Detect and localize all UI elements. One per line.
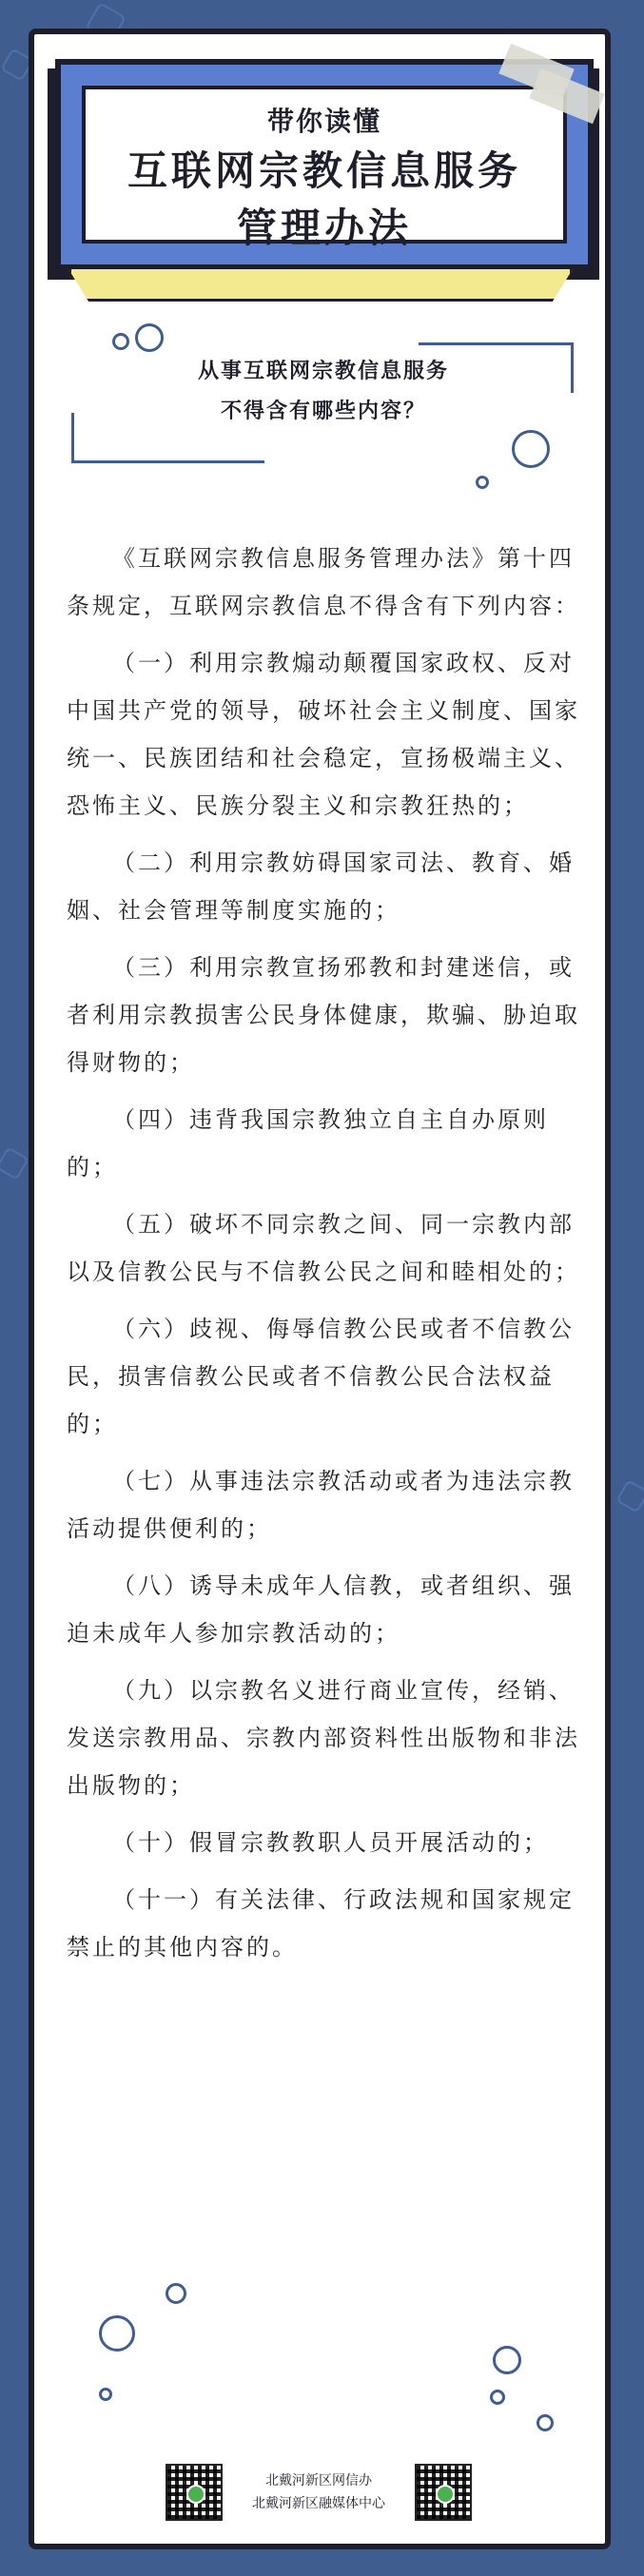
decor-circle — [490, 2390, 505, 2405]
paragraph-item-9: （九）以宗教名义进行商业宣传，经销、发送宗教用品、宗教内部资料性出版物和非法出版物的； — [67, 1677, 580, 1799]
header-subtitle: 带你读懂 — [266, 106, 381, 137]
paragraph-item-10: （十）假冒宗教教职人员开展活动的； — [112, 1829, 549, 1856]
decor-circle — [476, 476, 489, 489]
decor-circle — [537, 2414, 554, 2431]
article-body — [67, 535, 580, 1981]
header-inner-panel — [82, 86, 567, 251]
footer-line2: 北戴河新区融媒体中心 — [252, 2496, 385, 2511]
background-hexagon — [615, 1479, 644, 1513]
qr-code-icon — [166, 2464, 223, 2521]
paragraph-item-3: （三）利用宗教宣扬邪教和封建迷信，或者利用宗教损害公民身体健康，欺骗、胁迫取得财物的； — [67, 954, 580, 1076]
paragraph-item-5: （五）破坏不同宗教之间、同一宗教内部以及信教公民与不信教公民之间和睦相处的； — [67, 1211, 580, 1285]
decor-circle — [99, 2315, 135, 2352]
header-yellow-band — [68, 269, 573, 302]
footer — [162, 2464, 476, 2523]
background-hexagon — [0, 1146, 29, 1181]
paragraph-item-4: （四）违背我国宗教独立自主自办原则的； — [67, 1106, 549, 1181]
decor-circle — [135, 323, 164, 352]
decor-circle — [99, 2388, 112, 2401]
paragraph-item-7: （七）从事违法宗教活动或者为违法宗教活动提供便利的； — [67, 1468, 575, 1542]
footer-line1: 北戴河新区网信办 — [265, 2473, 372, 2488]
qr-logo-icon — [186, 2485, 205, 2504]
question-line1: 从事互联网宗教信息服务 — [197, 360, 449, 383]
paragraph-item-8: （八）诱导未成年人信教，或者组织、强迫未成年人参加宗教活动的； — [67, 1572, 575, 1647]
paragraph-item-1: （一）利用宗教煽动颠覆国家政权、反对中国共产党的领导，破坏社会主义制度、国家统一、民族团结和社会稳定，宣扬极端主义、恐怖主义、民族分裂主义和宗教狂热的； — [67, 650, 580, 819]
header-title-line1: 互联网宗教信息服务 — [127, 147, 521, 194]
decor-circle — [112, 333, 129, 350]
header-title-line2: 管理办法 — [236, 205, 412, 251]
paragraph-intro: 《互联网宗教信息服务管理办法》第十四条规定，互联网宗教信息不得含有下列内容： — [67, 545, 580, 619]
paragraph-item-11: （十一）有关法律、行政法规和国家规定禁止的其他内容的。 — [67, 1886, 575, 1961]
footer-text — [230, 2469, 407, 2515]
header-banner — [55, 59, 594, 270]
decor-circle — [166, 2283, 186, 2304]
decor-circle — [512, 430, 550, 468]
question-heading — [95, 352, 552, 432]
qr-logo-icon — [436, 2485, 455, 2504]
qr-code-icon — [415, 2464, 472, 2521]
decor-circle — [493, 2346, 521, 2374]
question-line2: 不得含有哪些内容？ — [220, 400, 426, 423]
paragraph-item-6: （六）歧视、侮辱信教公民或者不信教公民，损害信教公民或者不信教公民合法权益的； — [67, 1316, 575, 1437]
paragraph-item-2: （二）利用宗教妨碍国家司法、教育、婚姻、社会管理等制度实施的； — [67, 849, 575, 924]
